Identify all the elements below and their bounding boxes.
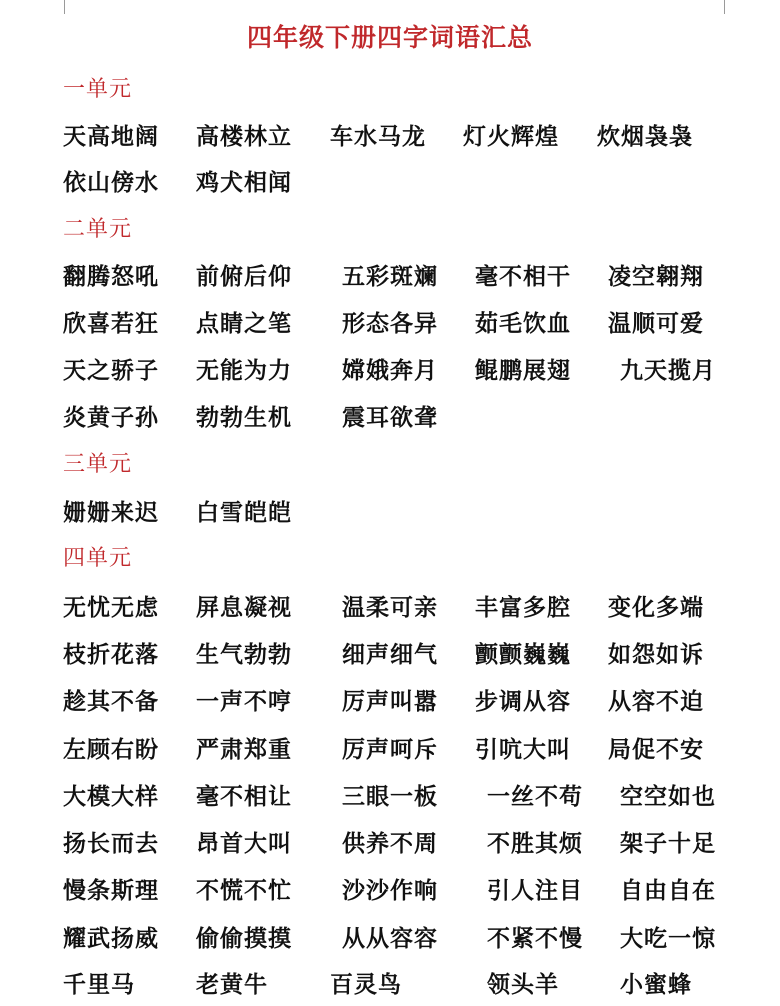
word-row (0, 636, 780, 666)
word-item: 天高地阔 (63, 124, 159, 150)
word-item: 千里马 (63, 972, 135, 998)
unit-heading-3: 三单元 (63, 452, 133, 477)
word-item: 扬长而去 (63, 831, 159, 857)
word-item: 老黄牛 (196, 972, 268, 998)
word-item: 灯火辉煌 (463, 124, 559, 150)
word-item: 趁其不备 (63, 689, 159, 715)
unit-heading-2: 二单元 (63, 217, 133, 242)
word-row (0, 872, 780, 902)
word-row (0, 683, 780, 713)
unit-heading-4: 四单元 (63, 546, 133, 571)
word-item: 昂首大叫 (196, 831, 292, 857)
word-row (0, 258, 780, 288)
word-item: 炎黄子孙 (63, 405, 159, 431)
word-item: 慢条斯理 (63, 878, 159, 904)
word-item: 依山傍水 (63, 170, 159, 196)
word-item: 变化多端 (608, 595, 704, 621)
page-corner-mark-left (58, 0, 65, 14)
word-item: 无忧无虑 (63, 595, 159, 621)
word-row (0, 494, 780, 524)
word-item: 颤颤巍巍 (475, 642, 571, 668)
word-item: 温柔可亲 (342, 595, 438, 621)
word-item: 如怨如诉 (608, 642, 704, 668)
word-item: 震耳欲聋 (342, 405, 438, 431)
word-item: 翻腾怒吼 (63, 264, 159, 290)
word-item: 生气勃勃 (196, 642, 292, 668)
word-item: 温顺可爱 (608, 311, 704, 337)
word-item: 高楼林立 (196, 124, 292, 150)
word-item: 从容不迫 (608, 689, 704, 715)
word-item: 不胜其烦 (487, 831, 583, 857)
word-row (0, 825, 780, 855)
word-row (0, 352, 780, 382)
word-item: 三眼一板 (342, 784, 438, 810)
page-corner-mark-right (724, 0, 731, 14)
word-item: 白雪皑皑 (196, 500, 292, 526)
word-row (0, 305, 780, 335)
word-item: 嫦娥奔月 (342, 358, 438, 384)
word-item: 凌空翱翔 (608, 264, 704, 290)
word-item: 供养不周 (342, 831, 438, 857)
word-item: 勃勃生机 (196, 405, 292, 431)
word-item: 枝折花落 (63, 642, 159, 668)
word-item: 局促不安 (608, 737, 704, 763)
word-row (0, 399, 780, 429)
word-item: 小蜜蜂 (620, 972, 692, 998)
word-item: 无能为力 (196, 358, 292, 384)
unit-heading-1: 一单元 (63, 77, 133, 102)
word-item: 大吃一惊 (620, 926, 716, 952)
word-item: 不慌不忙 (196, 878, 292, 904)
word-item: 点睛之笔 (196, 311, 292, 337)
word-row (0, 589, 780, 619)
word-item: 严肃郑重 (196, 737, 292, 763)
word-item: 不紧不慢 (487, 926, 583, 952)
word-item: 架子十足 (620, 831, 716, 857)
word-item: 丰富多腔 (475, 595, 571, 621)
word-item: 百灵鸟 (330, 972, 402, 998)
word-item: 炊烟袅袅 (597, 124, 693, 150)
word-row (0, 118, 780, 148)
word-item: 毫不相干 (475, 264, 571, 290)
word-item: 偷偷摸摸 (196, 926, 292, 952)
word-item: 姗姗来迟 (63, 500, 159, 526)
word-item: 空空如也 (620, 784, 716, 810)
word-item: 欣喜若狂 (63, 311, 159, 337)
word-item: 步调从容 (475, 689, 571, 715)
word-item: 五彩斑斓 (342, 264, 438, 290)
word-row (0, 778, 780, 808)
word-item: 车水马龙 (330, 124, 426, 150)
word-item: 耀武扬威 (63, 926, 159, 952)
word-item: 引吭大叫 (475, 737, 571, 763)
word-item: 细声细气 (342, 642, 438, 668)
word-item: 自由自在 (620, 878, 716, 904)
word-item: 厉声叫嚣 (342, 689, 438, 715)
page-title: 四年级下册四字词语汇总 (246, 23, 533, 52)
word-item: 从从容容 (342, 926, 438, 952)
word-item: 九天揽月 (620, 358, 716, 384)
word-item: 鸡犬相闻 (196, 170, 292, 196)
word-item: 屏息凝视 (196, 595, 292, 621)
word-row (0, 920, 780, 950)
word-row (0, 966, 780, 996)
word-row (0, 731, 780, 761)
word-item: 大模大样 (63, 784, 159, 810)
word-item: 一声不哼 (196, 689, 292, 715)
word-item: 前俯后仰 (196, 264, 292, 290)
word-item: 沙沙作响 (342, 878, 438, 904)
word-item: 引人注目 (487, 878, 583, 904)
word-item: 天之骄子 (63, 358, 159, 384)
word-row (0, 164, 780, 194)
word-item: 茹毛饮血 (475, 311, 571, 337)
word-item: 鲲鹏展翅 (475, 358, 571, 384)
word-item: 领头羊 (487, 972, 559, 998)
word-item: 形态各异 (342, 311, 438, 337)
word-item: 一丝不苟 (487, 784, 583, 810)
word-item: 厉声呵斥 (342, 737, 438, 763)
word-item: 毫不相让 (196, 784, 292, 810)
word-item: 左顾右盼 (63, 737, 159, 763)
